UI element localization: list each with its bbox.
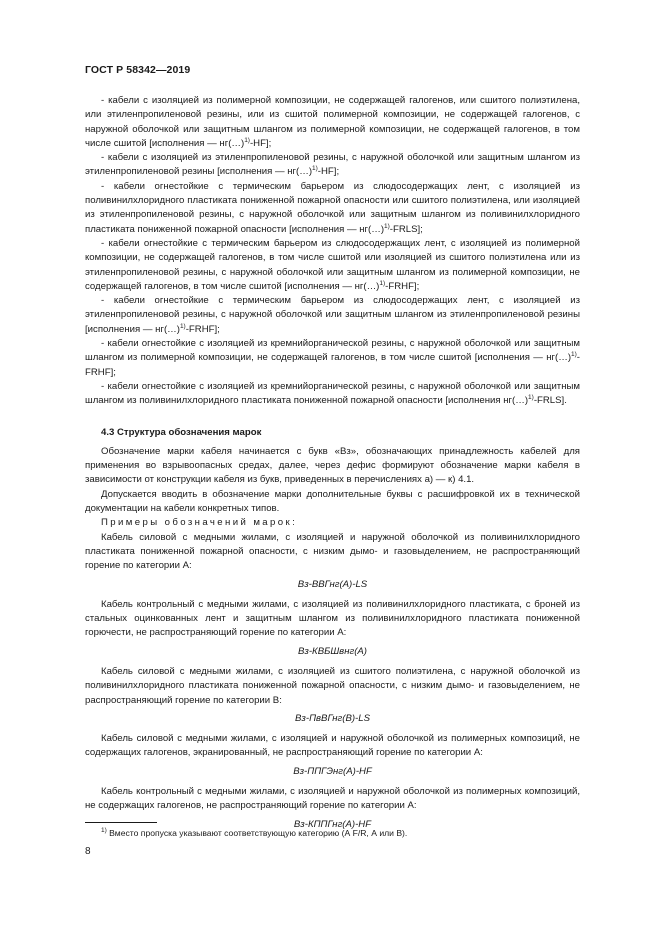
example-description: Кабель силовой с медными жилами, с изоляцией из сшитого полиэтилена, с наружной оболочкой из поливинилхлоридного пластиката пониженной пожарной опасности, с низким дымо- и газовыделением, не распространяющий горение по категории В:: [85, 665, 580, 706]
example-designation: Вз-ППГЭнг(А)-HF: [293, 765, 372, 777]
example-designation: Вз-ПвВГнг(В)-LS: [295, 712, 370, 724]
example-designation: Вз-ВВГнг(А)-LS: [297, 578, 368, 590]
list-item: - кабели с изоляцией из этиленпропиленовой резины, с наружной оболочкой или защитным шлангом из этиленпропиленовой резины [исполнения — нг(…)$^{1)}$-HF];: [85, 152, 580, 178]
page-number: 8: [85, 846, 91, 857]
footnote-mark: 1): [101, 827, 107, 834]
footnote-text: Вместо пропуска указывают соответствующую категорию (А F/R, А или В).: [109, 828, 408, 838]
footnote: [101, 827, 407, 839]
example-description: Кабель контрольный с медными жилами, с изоляцией и наружной оболочкой из полимерных композиций, не содержащих галогенов, не распространяющий горение по категории А:: [85, 786, 580, 812]
example-description: Кабель силовой с медными жилами, с изоляцией и наружной оболочкой из поливинилхлоридного пластиката пониженной пожарной опасности, с низким дымо- и газовыделением, не распространяющий горение по категории А:: [85, 531, 580, 572]
list-item: - кабели огнестойкие с изоляцией из кремнийорганической резины, с наружной оболочкой или защитным шлангом из поливинилхлоридного пластиката пониженной пожарной опасности [исполнения нг(…)$^{1)}$-FRLS].: [85, 380, 580, 407]
list-item: - кабели с изоляцией из полимерной композиции, не содержащей галогенов, или сшитого полиэтилена, или этиленпропиленовой резины, или из сшитой полимерной композиции, не содержащей галогенов, с наружной оболочкой или защитным шлангом из полимерной композиции, не содержащей галогенов, в том числе сшитой [исполнения — нг(…)$^{1)}$-HF];: [85, 95, 580, 149]
list-item: - кабели огнестойкие с термическим барьером из слюдосодержащих лент, с изоляцией из этиленпропиленовой резины, с наружной оболочкой или защитным шлангом из этиленпропиленовой резины [исполнения — нг(…)$^{1)}$-FRHF];: [85, 295, 580, 335]
standard-header: ГОСТ Р 58342—2019: [85, 64, 191, 76]
section-heading: 4.3 Структура обозначения марок: [101, 426, 262, 438]
example-description: Кабель силовой с медными жилами, с изоляцией и наружной оболочкой из полимерных композиций, не содержащих галогенов, экранированный, не распространяющий горение по категории А:: [85, 733, 580, 759]
examples-label: Примеры обозначений марок:: [101, 517, 298, 529]
example-description: Кабель контрольный с медными жилами, с изоляцией из поливинилхлоридного пластиката, с броней из стальных оцинкованных лент и защитным шлангом из поливинилхлоридного пластиката пониженной горючести, не распространяющий горение по категории А:: [85, 598, 580, 639]
paragraph: Обозначение марки кабеля начинается с букв «Вз», обозначающих принадлежность кабелей для применения во взрывоопасных средах, далее, через дефис формируют обозначение марки кабеля в зависимости от конструкции кабеля из букв, приведенных в перечислениях а) — к) 4.1.: [85, 445, 580, 486]
footnote-divider: [85, 822, 157, 823]
list-item: - кабели огнестойкие с термическим барьером из слюдосодержащих лент, с изоляцией из полимерной композиции, не содержащей галогенов, в том числе сшитой или изоляцией из сшитого полиэтилена или из этиленпропиленовой резины, с наружной оболочкой или защитным шлангом из полимерной композиции, не содержащей галогенов, в том числе сшитой [исполнения — нг(…)$^{1)}$-FRHF];: [85, 237, 580, 292]
list-item: - кабели огнестойкие с термическим барьером из слюдосодержащих лент, с изоляцией из поливинилхлоридного пластиката пониженной пожарной опасности или сшитого полиэтилена, или изоляцией из этиленпропиленовой резины, с наружной оболочкой или защитным шлангом из поливинилхлоридного пластиката пониженной пожарной опасности [исполнения — нг(…)$^{1)}$-FRLS];: [85, 180, 580, 235]
example-designation: Вз-КВБШвнг(А): [298, 645, 367, 657]
list-item: - кабели огнестойкие с изоляцией из кремнийорганической резины, с наружной оболочкой или защитным шлангом из полимерной композиции, не содержащей галогенов, в том числе сшитой [исполнения — нг(…)$^{1)}$-FRHF];: [85, 338, 580, 378]
paragraph: Допускается вводить в обозначение марки дополнительные буквы с расшифровкой их в технической документации на кабели конкретных типов.: [85, 488, 580, 515]
page-body: [85, 94, 580, 838]
example-designation: Вз-КППГнг(А)-HF: [293, 818, 372, 830]
